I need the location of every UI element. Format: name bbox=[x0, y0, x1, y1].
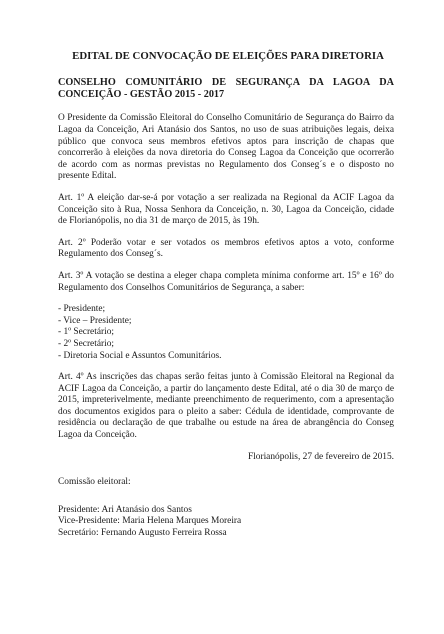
article-2: Art. 2º Poderão votar e ser votados os membros efetivos aptos a voto, conforme Regulamento dos Conseg´s. bbox=[58, 237, 394, 260]
committee-label: Comissão eleitoral: bbox=[58, 477, 131, 488]
document-subtitle: CONSELHO COMUNITÁRIO DE SEGURANÇA DA LAGOA DA CONCEIÇÃO - GESTÃO 2015 - 2017 bbox=[58, 77, 394, 101]
intro-paragraph: O Presidente da Comissão Eleitoral do Conselho Comunitário de Segurança do Bairro da Lagoa da Conceição, Ari Atanásio dos Santos, no uso de suas atribuições legais, deixa público que convoca seus membros efetivos aptos para inscrição de chapas que concorrerão à eleições da nova diretoria do Conseg Lagoa da Conceição que ocorrerão de acordo com as normas previstas no Regulamento dos Conseg´s e o disposto no presente Edital. bbox=[58, 113, 394, 182]
committee-members bbox=[58, 505, 394, 540]
role-item: - Presidente; bbox=[58, 304, 106, 315]
date-line: Florianópolis, 27 de fevereiro de 2015. bbox=[247, 451, 394, 462]
member-vice-president: Vice-Presidente: Maria Helena Marques Moreira bbox=[58, 516, 242, 527]
role-item: - Diretoria Social e Assuntos Comunitários. bbox=[58, 350, 222, 361]
role-item: - 2º Secretário; bbox=[58, 338, 115, 349]
member-secretary: Secretário: Fernando Augusto Ferreira Rossa bbox=[58, 528, 227, 539]
article-4: Art. 4º As inscrições das chapas serão feitas junto à Comissão Eleitoral na Regional da ACIF Lagoa da Conceição, a partir do lançamento deste Edital, até o dia 30 de março de 2015, impreterivelmente, mediante preenchimento de requerimento, com a apresentação dos documentos exigidos para o pleito a saber: Cédula de identidade, comprovante de residência ou declaração de que trabalhe ou estude na área de abrangência do Conseg Lagoa da Conceição. bbox=[58, 372, 394, 441]
roles-list bbox=[58, 304, 394, 362]
role-item: - 1º Secretário; bbox=[58, 327, 115, 338]
document-title: EDITAL DE CONVOCAÇÃO DE ELEIÇÕES PARA DIRETORIA bbox=[72, 50, 384, 62]
member-president: Presidente: Ari Atanásio dos Santos bbox=[58, 504, 192, 515]
article-1: Art. 1º A eleição dar-se-á por votação a ser realizada na Regional da ACIF Lagoa da Conceição sito à Rua, Nossa Senhora da Conceição, n. 30, Lagoa da Conceição, cidade de Florianópolis, no dia 31 de março de 2015, às 19h. bbox=[58, 192, 394, 227]
article-3: Art. 3º A votação se destina a eleger chapa completa mínima conforme art. 15º e 16º do Regulamento dos Conselhos Comunitários de Segurança, a saber: bbox=[58, 270, 394, 293]
role-item: - Vice – Presidente; bbox=[58, 315, 132, 326]
